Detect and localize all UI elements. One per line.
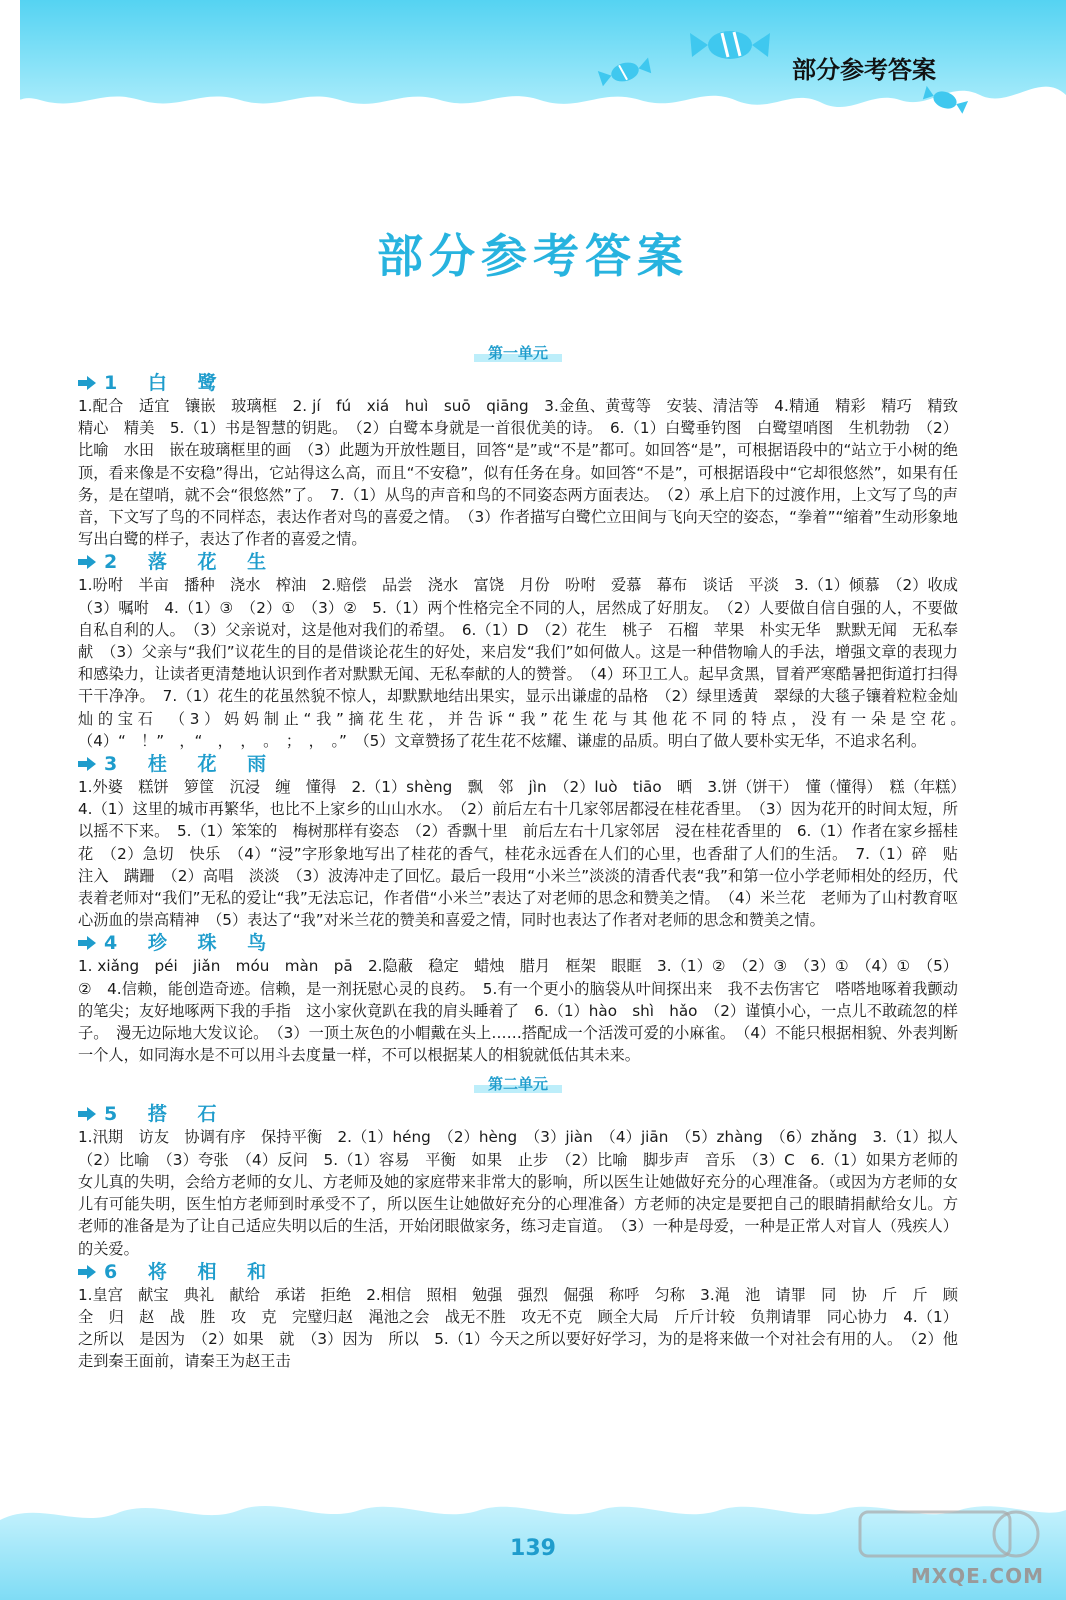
unit-heading: 第二单元 [78,1072,958,1096]
lesson-answer: 1. xiǎng péi jiǎn móu màn pā 2.隐蔽 稳定 蜡烛 腊月 框架 眼眶 3.（1）② （2）③ （3）① （4）① （5）② 4.信赖，能创造奇迹。信赖，是一剂抚慰心灵的良药。 5.有一个更小的脑袋从叶间探出来 我不去伤害它 嗒嗒地啄着我颤动的笔尖；友好地啄两下我的手指 这小家伙竟趴在我的肩头睡着了 6.（1）hào shì hǎo （2）谨慎小心，一点儿不敢疏忽的样子。 漫无边际地大发议论。 （3）一顶土灰色的小帽戴在头上……搭配成一个活泼可爱的小麻雀。 （4）不能只根据相貌、外表判断一个人，如同海水是不可以用斗去度量一样，不可以根据某人的相貌就低估其未来。 [78,957,958,1065]
arrow-right-icon [78,757,96,771]
page-number: 139 [510,1536,556,1561]
arrow-right-icon [78,376,96,390]
lesson-title: 3 桂 花 雨 [78,752,958,776]
arrow-right-icon [78,1265,96,1279]
lesson-title: 4 珍 珠 鸟 [78,931,958,955]
lesson-title: 5 搭 石 [78,1102,958,1126]
page-title: 部分参考答案 [377,229,689,283]
lesson-answer: 1.吩咐 半亩 播种 浇水 榨油 2.赔偿 品尝 浇水 富饶 月份 吩咐 爱慕 幕布 谈话 平淡 3.（1）倾慕 （2）收成 （3）嘱咐 4.（1）③ （2）① （3）② 5.（1）两个性格完全不同的人，居然成了好朋友。 （2）人要做自信自强的人，不要做自私自利的人。 （3）父亲说对，这是他对我们的希望。 6.（1）D （2）花生 桃子 石榴 苹果 朴实无华 默默无闻 无私奉献 （3）父亲与“我们”议花生的目的是借谈论花生的好处，来启发“我们”如何做人。这是一种借物喻人的手法，增强文章的表现力和感染力，让读者更清楚地认识到作者对默默无闻、无私奉献的人的赞誉。 （4）环卫工人。起早贪黑，冒着严寒酷暑把街道打扫得干干净净。 7.（1）花生的花虽然貌不惊人，却默默地结出果实，显示出谦虚的品格 （2）绿里透黄 翠绿的大毯子镶着粒粒金灿灿的宝石 （3）妈妈制止“我”摘花生花，并告诉“我”花生花与其他花不同的特点，没有一朵是空花。 （4）“ ！” ，“ ， ， 。 ； ， 。” （5）文章赞扬了花生花不炫耀、谦虚的品质。明白了做人要朴实无华，不追求名利。 [78,576,974,750]
watermark-text: MXQE.COM [910,1564,1044,1588]
arrow-right-icon [78,936,96,950]
lesson-answer: 1.汛期 访友 协调有序 保持平衡 2.（1）héng （2）hèng （3）jiàn （4）jiān （5）zhàng （6）zhǎng 3.（1）拟人 （2）比喻 （3）夸张 （4）反问 5.（1）容易 平衡 如果 止步 （2）比喻 脚步声 音乐 （3）C 6.（1）如果方老师的女儿真的失明，会给方老师的女儿、方老师及她的家庭带来非常大的影响，所以医生让她做好充分的心理准备。（或因为方老师的女儿有可能失明，医生怕方老师到时承受不了，所以医生让她做好充分的心理准备）方老师的决定是要把自己的眼睛捐献给女儿。方老师的准备是为了让自己适应失明以后的生活，开始闭眼做家务，练习走盲道。 （3）一种是母爱，一种是正常人对盲人（残疾人）的关爱。 [78,1128,974,1258]
arrow-right-icon [78,555,96,569]
unit-heading: 第一单元 [78,341,958,365]
lesson-answer: 1.配合 适宜 镶嵌 玻璃框 2. jí fú xiá huì suō qiāng 3.金鱼、黄莺等 安装、清洁等 4.精通 精彩 精巧 精致 精心 精美 5.（1）书是智慧的钥匙。 （2）白鹭本身就是一首很优美的诗。 6.（1）白鹭垂钓图 白鹭望哨图 生机勃勃 （2）比喻 水田 嵌在玻璃框里的画 （3）此题为开放性题目，回答“是”或“不是”都可。如回答“是”，可根据语段中的“站立于小树的绝顶，看来像是不安稳”得出，它站得这么高，而且“不安稳”，似有任务在身。如回答“不是”，可根据语段中“它却很悠然”，如果有任务，是在望哨，就不会“很悠然”了。 7.（1）从鸟的声音和鸟的不同姿态两方面表达。 （2）承上启下的过渡作用，上文写了鸟的声音，下文写了鸟的不同样态，表达作者对鸟的喜爱之情。 （3）作者描写白鹭伫立田间与飞向天空的姿态，“拳着”“缩着”生动形象地写出白鹭的样子，表达了作者的喜爱之情。 [78,397,974,549]
header-label: 部分参考答案 [792,56,936,84]
lesson-title: 6 将 相 和 [78,1260,958,1284]
lesson-title: 1 白 鹭 [78,371,958,395]
lesson-title: 2 落 花 生 [78,550,958,574]
answer-content [78,335,974,1373]
lesson-answer: 1.皇宫 献宝 典礼 献给 承诺 拒绝 2.相信 照相 勉强 强烈 倔强 称呼 匀称 3.渑 池 请罪 同 协 斤 斤 顾 全 归 赵 战 胜 攻 克 完璧归赵 渑池之会 战无不胜 攻无不克 顾全大局 斤斤计较 负荆请罪 同心协力 4.（1）之所以 是因为 （2）如果 就 （3）因为 所以 5.（1）今天之所以要好好学习，为的是将来做一个对社会有用的人。 （2）他走到秦王面前，请秦王为赵王击 [78,1285,974,1371]
arrow-right-icon [78,1107,96,1121]
lesson-answer: 1.外婆 糕饼 箩筐 沉浸 缠 懂得 2.（1）shèng 飘 邻 jìn （2）luò tiāo 晒 3.饼（饼干） 懂（懂得） 糕（年糕） 4.（1）这里的城市再繁华，也比不上家乡的山山水水。 （2）前后左右十几家邻居都浸在桂花香里。 （3）因为花开的时间太短，所以摇不下来。 5.（1）笨笨的 梅树那样有姿态 （2）香飘十里 前后左右十几家邻居 浸在桂花香里的 6.（1）作者在家乡摇桂花 （2）急切 快乐 （4）“浸”字形象地写出了桂花的香气，桂花永远香在人们的心里，也香甜了人们的生活。 7.（1）碎 贴 注入 蹒跚 （2）高唱 淡淡 （3）波涛冲走了回忆。最后一段用“小米兰”淡淡的清香代表“我”和第一位小学老师相处的经历，代表着老师对“我们”无私的爱让“我”无法忘记，作者借“小米兰”表达了对老师的思念和赞美之情。 （4）米兰花 老师为了山村教育呕心沥血的崇高精神 （5）表达了“我”对米兰花的赞美和喜爱之情，同时也表达了作者对老师的思念和赞美之情。 [78,778,974,930]
